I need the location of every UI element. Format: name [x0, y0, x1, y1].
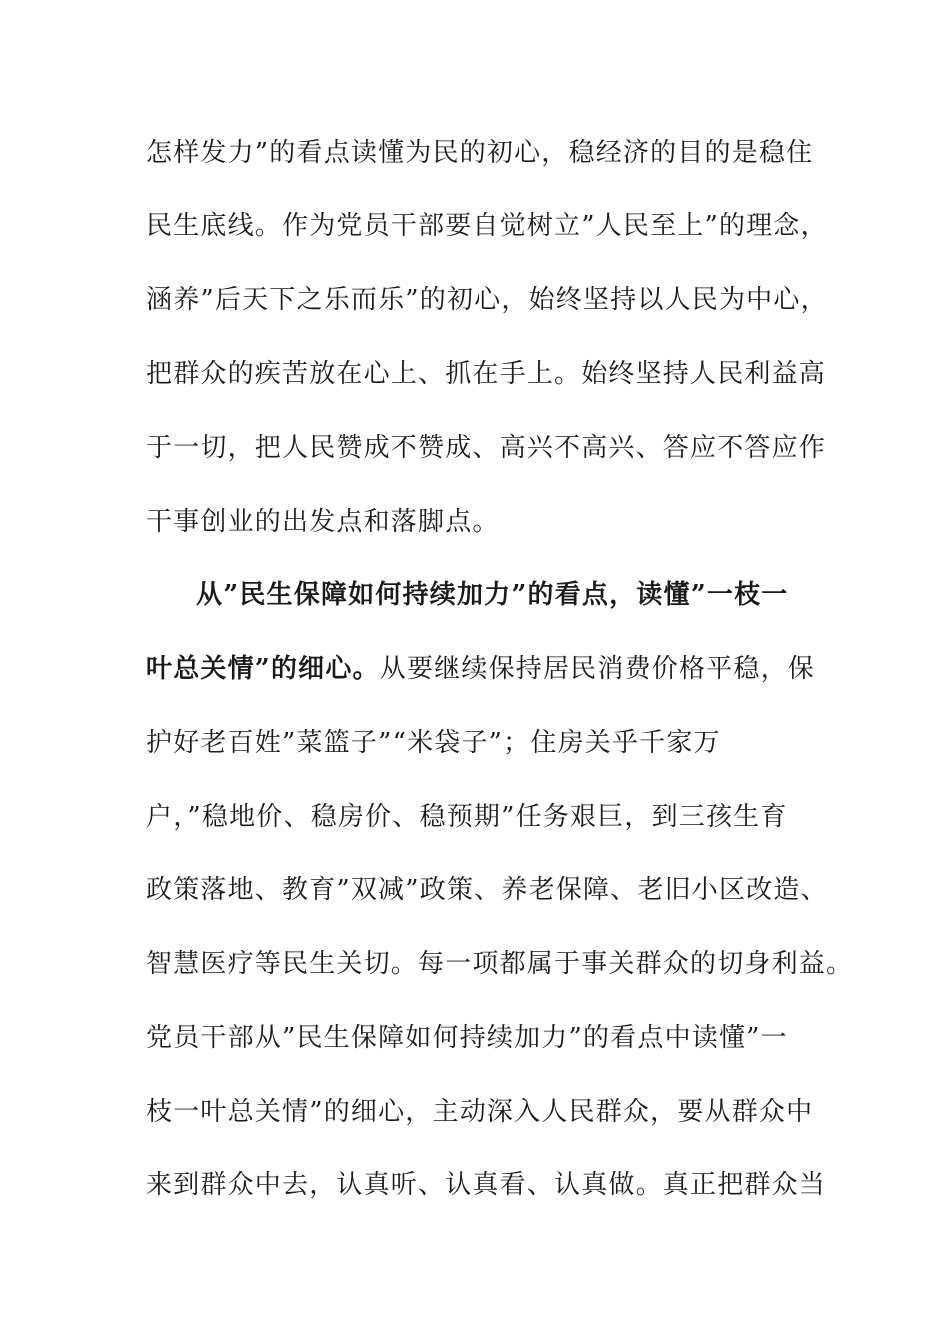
line-3-text: 涵养”后天下之乐而乐”的初心，始终坚持以人民为中心，	[146, 285, 828, 315]
text-line-15	[146, 1168, 826, 1202]
text-line-3	[146, 283, 828, 317]
line-15-text: 来到群众中去，认真听、认真看、认真做。真正把群众当	[146, 1170, 827, 1200]
text-line-8	[146, 652, 815, 686]
text-line-14	[146, 1095, 813, 1129]
line-8-text: 从要继续保持居民消费价格平稳，保	[379, 654, 815, 684]
line-13-text: 党员干部从”民生保障如何持续加力”的看点中读懂”一	[146, 1023, 788, 1053]
line-2-text: 民生底线。作为党员干部要自觉树立”人民至上”的理念，	[146, 211, 828, 241]
text-line-7-paragraph-start	[196, 578, 788, 612]
text-line-9	[146, 726, 721, 760]
line-12-text: 智慧医疗等民生关切。每一项都属于事关群众的切身利益。	[146, 949, 854, 979]
text-line-12	[146, 947, 853, 981]
text-line-2	[146, 209, 828, 243]
text-line-5	[146, 431, 826, 465]
text-line-6	[146, 505, 500, 539]
line-6-text: 干事创业的出发点和落脚点。	[146, 507, 500, 537]
text-line-11	[146, 873, 828, 907]
line-5-text: 于一切，把人民赞成不赞成、高兴不高兴、答应不答应作	[146, 433, 827, 463]
line-8-bold-heading: 叶总关情”的细心。	[146, 654, 380, 684]
line-9-text: 护好老百姓”菜篮子”“米袋子”；住房关乎千家万	[146, 728, 721, 758]
text-line-10	[146, 800, 788, 834]
line-4-text: 把群众的疾苦放在心上、抓在手上。始终坚持人民利益高	[146, 359, 827, 389]
line-10-text: 户，”稳地价、稳房价、稳预期”任务艰巨，到三孩生育	[146, 802, 788, 832]
text-line-4	[146, 357, 826, 391]
text-line-1	[146, 136, 813, 170]
line-1-text: 怎样发力”的看点读懂为民的初心，稳经济的目的是稳住	[146, 138, 814, 168]
line-14-text: 枝一叶总关情”的细心，主动深入人民群众，要从群众中	[146, 1097, 814, 1127]
line-11-text: 政策落地、教育”双减”政策、养老保障、老旧小区改造、	[146, 875, 828, 905]
line-7-bold-heading: 从”民生保障如何持续加力”的看点，读懂”一枝一	[196, 580, 789, 610]
text-line-13	[146, 1021, 788, 1055]
